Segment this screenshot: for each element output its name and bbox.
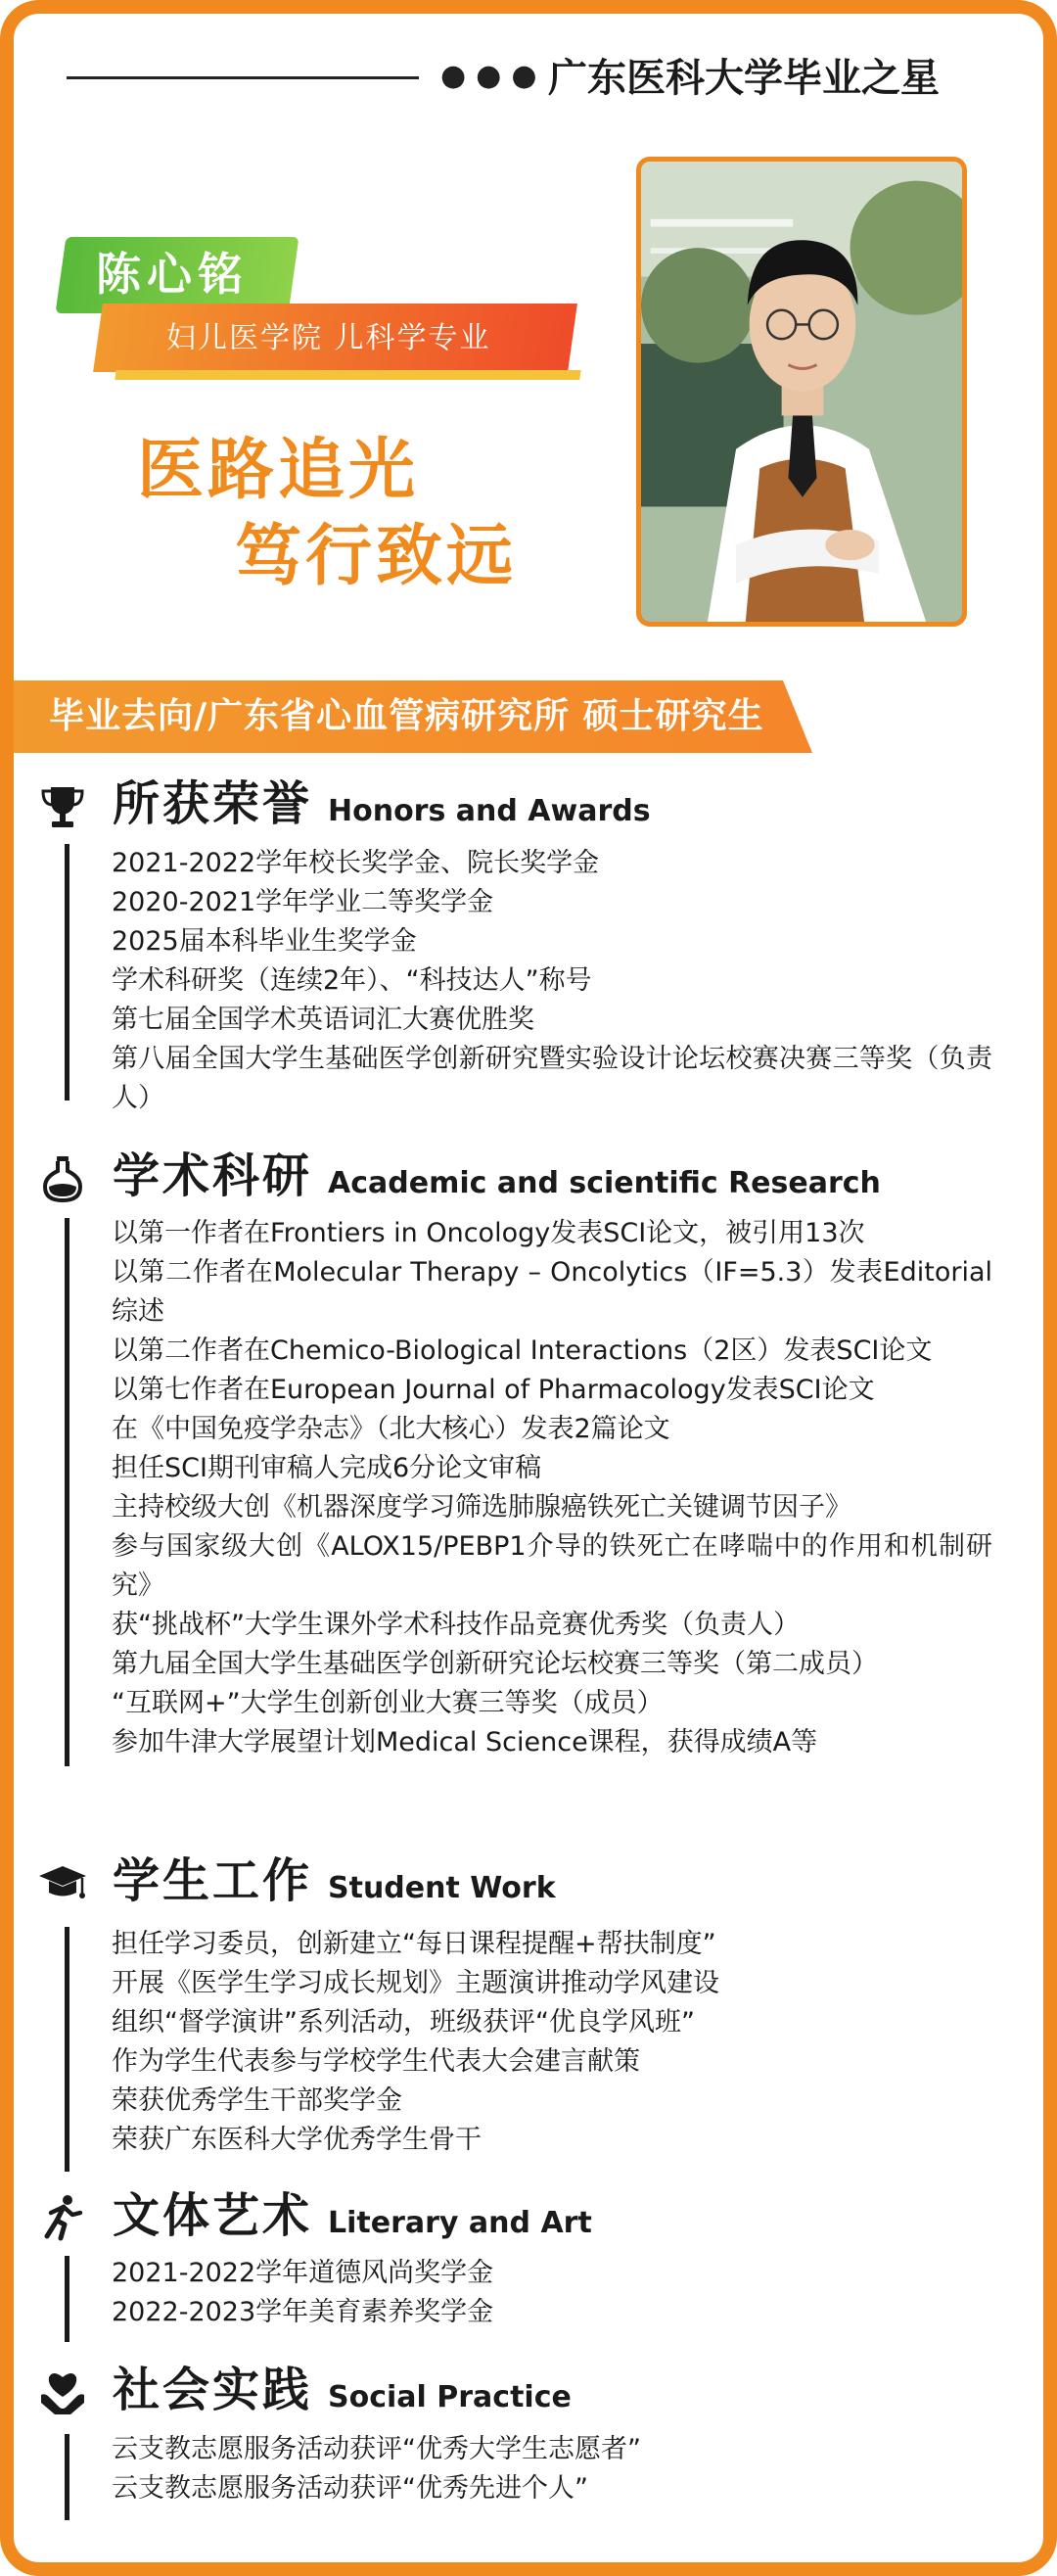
list-item: 以第二作者在Chemico-Biological Interactions（2区）发表SCI论文 [112,1335,933,1366]
list-item: 荣获广东医科大学优秀学生骨干 [112,2125,482,2155]
section-subtitle: Student Work [328,1871,556,1905]
list-item: 获“挑战杯”大学生课外学术科技作品竞赛优秀奖（负责人） [112,1610,800,1640]
list-item: 担任SCI期刊审稿人完成6分论文审稿 [112,1453,542,1483]
list-item: 2021-2022学年校长奖学金、院长奖学金 [112,848,600,878]
slogan-line-1: 医路追光 [137,431,420,509]
section-title: 所获荣誉 [113,776,313,831]
section-subtitle: Academic and scientific Research [328,1166,881,1200]
section-header [0,2185,1057,2248]
graduation-cap-icon [37,1858,88,1909]
section-list [112,2254,992,2332]
list-item: 以第七作者在European Journal of Pharmacology发表SCI论文 [112,1375,875,1405]
list-item: 云支教志愿服务活动获评“优秀先进个人” [112,2473,588,2504]
list-item: 2021-2022学年道德风尚奖学金 [112,2258,494,2288]
list-item: 云支教志愿服务活动获评“优秀大学生志愿者” [112,2434,641,2464]
list-item: 第七届全国学术英语词汇大赛优胜奖 [112,1005,534,1035]
portrait-photo [636,157,967,627]
list-item: 第八届全国大学生基础医学创新研究暨实验设计论坛校赛决赛三等奖（负责人） [112,1044,992,1113]
header-dots: ●●● [440,59,547,93]
list-item: 学术科研奖（连续2年）、“科技达人”称号 [112,965,592,996]
list-item: 第九届全国大学生基础医学创新研究论坛校赛三等奖（第二成员） [112,1649,878,1679]
section-list [112,2430,992,2508]
list-item: 主持校级大创《机器深度学习筛选肺腺癌铁死亡关键调节因子》 [112,1492,851,1522]
section-header [0,1850,1057,1913]
trophy-icon [37,781,88,832]
section-bar [65,1218,69,1766]
destination-text: 毕业去向/广东省心血管病研究所 硕士研究生 [49,696,764,736]
heart-hand-icon [37,2367,88,2418]
section-list [112,1214,992,1762]
list-item: 2022-2023学年美育素养奖学金 [112,2297,494,2327]
department-bar-shadow [115,370,580,380]
section-header [0,1146,1057,1208]
list-item: 作为学生代表参与学校学生代表大会建言献策 [112,2046,640,2077]
section-bar [65,2434,69,2520]
section-subtitle: Social Practice [328,2380,572,2414]
page-title: 广东医科大学毕业之星 [548,56,940,101]
list-item: 参与国家级大创《ALOX15/PEBP1介导的铁死亡在哮喘中的作用和机制研究》 [112,1531,992,1601]
section-subtitle: Literary and Art [328,2206,592,2240]
list-item: 以第一作者在Frontiers in Oncology发表SCI论文，被引用13次 [112,1218,865,1248]
list-item: 2020-2021学年学业二等奖学金 [112,887,494,917]
list-item: 担任学习委员，创新建立“每日课程提醒+帮扶制度” [112,1929,716,1959]
department-label: 妇儿医学院 儿科学专业 [166,321,491,355]
flask-icon [37,1153,88,1204]
section-list [112,1925,992,2160]
list-item: 参加牛津大学展望计划Medical Science课程，获得成绩A等 [112,1727,818,1757]
section-header [0,773,1057,836]
section-header [0,2360,1057,2422]
section-subtitle: Honors and Awards [328,794,651,828]
header-rule [67,76,419,79]
list-item: 2025届本科毕业生奖学金 [112,926,417,957]
portrait-illustration [641,162,962,622]
section-title: 学术科研 [113,1148,313,1203]
section-title: 文体艺术 [113,2188,313,2243]
list-item: “互联网+”大学生创新创业大赛三等奖（成员） [112,1688,664,1718]
student-name: 陈心铭 [96,248,249,301]
section-title: 社会实践 [113,2363,313,2417]
slogan-line-2: 笃行致远 [235,517,518,595]
section-list [112,844,992,1118]
list-item: 以第二作者在Molecular Therapy – Oncolytics（IF=5.3）发表Editorial综述 [112,1257,992,1327]
list-item: 在《中国免疫学杂志》（北大核心）发表2篇论文 [112,1414,670,1444]
runner-icon [37,2193,88,2244]
section-bar [65,844,69,1101]
list-item: 组织“督学演讲”系列活动，班级获评“优良学风班” [112,2007,695,2037]
section-title: 学生工作 [113,1853,313,1908]
section-bar [65,2256,69,2342]
list-item: 开展《医学生学习成长规划》主题演讲推动学风建设 [112,1968,719,1998]
section-bar [65,1927,69,2172]
list-item: 荣获优秀学生干部奖学金 [112,2085,402,2116]
